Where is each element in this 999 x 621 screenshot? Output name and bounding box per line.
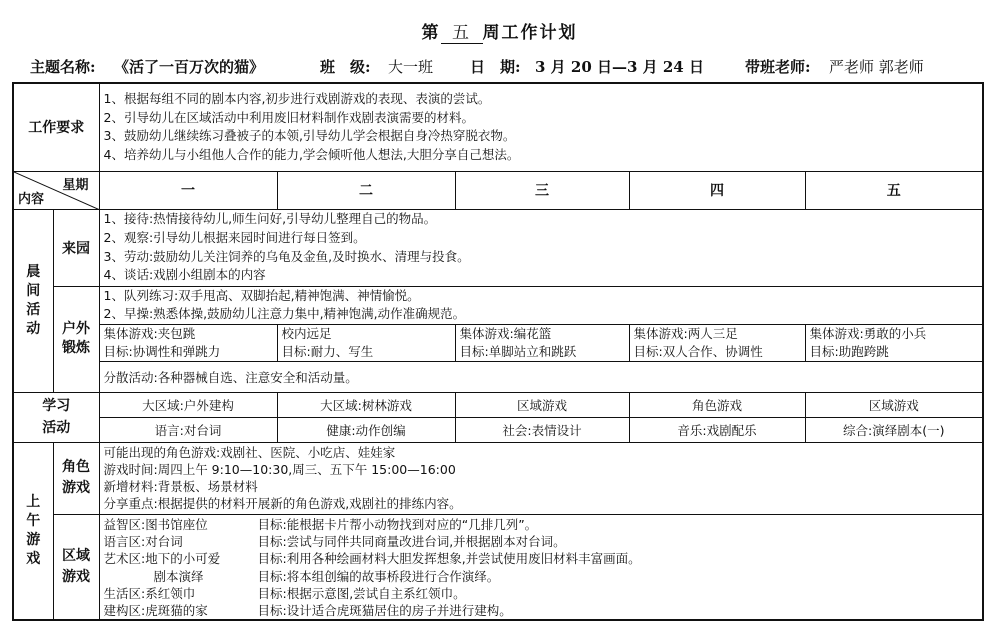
list-item: 1、队列练习:双手甩高、双脚抬起,精神饱满、神情愉悦。 (103, 287, 420, 303)
list-item: 新增材料:背景板、场景材料 (103, 479, 258, 495)
study-subject-wed: 社会:表情设计 (455, 417, 629, 442)
list-item: 3、鼓励幼儿继续练习叠被子的本领,引导幼儿学会根据自身冷热穿脱衣物。 (103, 128, 516, 144)
arrival-row (13, 209, 983, 286)
weekly-plan-table (12, 82, 984, 621)
work-requirements-list (99, 83, 983, 171)
outdoor-exercise-label: 户外 锻炼 (53, 286, 99, 392)
free-activity-text: 分散活动:各种器械自选、注意安全和活动量。 (99, 361, 983, 392)
teacher-value: 严老师 郭老师 (829, 58, 924, 76)
study-area-tue: 大区域:树林游戏 (277, 392, 455, 417)
week-content-corner (13, 171, 99, 209)
list-item: 4、谈话:戏剧小组剧本的内容 (103, 267, 266, 283)
day-header-tue: 二 (277, 171, 455, 209)
list-item: 2、引导幼儿在区域活动中利用废旧材料制作戏剧表演需要的材料。 (103, 109, 474, 125)
area-name: 生活区:系红领巾 (103, 585, 196, 601)
area-name: 语言区:对台词 (103, 533, 183, 549)
list-item: 可能出现的角色游戏:戏剧社、医院、小吃店、娃娃家 (103, 444, 396, 460)
area-name: 艺术区:地下的小可爱 (103, 551, 221, 567)
outdoor-exercise-row (13, 286, 983, 324)
day-header-thu: 四 (629, 171, 805, 209)
study-area-mon: 大区域:户外建构 (99, 392, 277, 417)
outdoor-exercise-list (99, 286, 983, 324)
work-requirements-row (13, 83, 983, 171)
list-item: 3、劳动:鼓励幼儿关注饲养的乌龟及金鱼,及时换水、清理与投食。 (103, 248, 470, 264)
list-item: 游戏时间:周四上午 9:10—10:30,周三、五下午 15:00—16:00 (103, 461, 456, 477)
page-title (0, 18, 999, 44)
corner-content-label: 内容 (18, 191, 45, 207)
work-requirements-label: 工作要求 (13, 83, 99, 171)
study-subject-fri: 综合:演绎剧本(一) (805, 417, 983, 442)
morning-activity-label: 晨 间 活 动 (13, 209, 53, 392)
area-goal: 目标:设计适合虎斑猫居住的房子并进行建构。 (257, 603, 512, 619)
study-activity-label: 学习 活动 (13, 392, 99, 442)
day-header-wed: 三 (455, 171, 629, 209)
arrival-list (99, 209, 983, 286)
group-game-tue: 校内远足 目标:耐力、写生 (277, 324, 455, 361)
group-game-mon: 集体游戏:夹包跳 目标:协调性和弹跳力 (99, 324, 277, 361)
forenoon-game-label: 上 午 游 戏 (13, 442, 53, 620)
study-area-wed: 区域游戏 (455, 392, 629, 417)
area-goal: 目标:能根据卡片帮小动物找到对应的“几排几列”。 (257, 516, 538, 532)
free-activity-row (13, 361, 983, 392)
study-row-1 (13, 392, 983, 417)
arrival-label: 来园 (53, 209, 99, 286)
list-item: 4、培养幼儿与小组他人合作的能力,学会倾听他人想法,大胆分享自己想法。 (103, 146, 520, 162)
list-item: 1、根据每组不同的剧本内容,初步进行戏剧游戏的表现、表演的尝试。 (103, 91, 491, 107)
area-game-label: 区域 游戏 (53, 514, 99, 620)
list-item: 2、观察:引导幼儿根据来园时间进行每日签到。 (103, 229, 366, 245)
area-name: 益智区:图书馆座位 (103, 516, 208, 532)
plan-header (30, 56, 980, 78)
role-play-details (99, 442, 983, 514)
group-game-row (13, 324, 983, 361)
study-area-fri: 区域游戏 (805, 392, 983, 417)
week-header-row (13, 171, 983, 209)
corner-weekday-label: 星期 (62, 177, 89, 193)
title-suffix: 周工作计划 (482, 23, 578, 43)
role-play-label: 角色 游戏 (53, 442, 99, 514)
area-name: 剧本演绎 (103, 568, 204, 584)
list-item: 分享重点:根据提供的材料开展新的角色游戏,戏剧社的排练内容。 (103, 496, 462, 512)
day-header-fri: 五 (805, 171, 983, 209)
group-game-fri: 集体游戏:勇敢的小兵 目标:助跑跨跳 (805, 324, 983, 361)
study-row-2 (13, 417, 983, 442)
area-goal: 目标:利用各种绘画材料大胆发挥想象,并尝试使用废旧材料丰富画面。 (257, 551, 641, 567)
study-subject-mon: 语言:对台词 (99, 417, 277, 442)
class-label: 班 级: (320, 58, 371, 76)
group-game-thu: 集体游戏:两人三足 目标:双人合作、协调性 (629, 324, 805, 361)
title-prefix: 第 (421, 23, 441, 43)
area-game-details (99, 514, 983, 620)
week-number: 五 (441, 18, 483, 44)
class-value: 大一班 (388, 58, 434, 76)
area-game-row (13, 514, 983, 620)
area-goal: 目标:尝试与同伴共同商量改进台词,并根据剧本对台词。 (257, 533, 566, 549)
date-label: 日 期: (470, 58, 521, 76)
day-header-mon: 一 (99, 171, 277, 209)
role-play-row (13, 442, 983, 514)
area-goal: 目标:根据示意图,尝试自主系红领巾。 (257, 585, 466, 601)
area-name: 建构区:虎斑猫的家 (103, 603, 208, 619)
list-item: 2、早操:熟悉体操,鼓励幼儿注意力集中,精神饱满,动作准确规范。 (103, 306, 466, 322)
group-game-wed: 集体游戏:编花篮 目标:单脚站立和跳跃 (455, 324, 629, 361)
study-area-thu: 角色游戏 (629, 392, 805, 417)
theme-value: 《活了一百万次的猫》 (114, 58, 265, 76)
study-subject-thu: 音乐:戏剧配乐 (629, 417, 805, 442)
list-item: 1、接待:热情接待幼儿,师生问好,引导幼儿整理自己的物品。 (103, 211, 437, 227)
study-subject-tue: 健康:动作创编 (277, 417, 455, 442)
date-value: 3 月 20 日—3 月 24 日 (535, 58, 704, 76)
teacher-label: 带班老师: (745, 58, 811, 76)
theme-label: 主题名称: (30, 58, 96, 76)
area-goal: 目标:将本组创编的故事桥段进行合作演绎。 (257, 568, 500, 584)
